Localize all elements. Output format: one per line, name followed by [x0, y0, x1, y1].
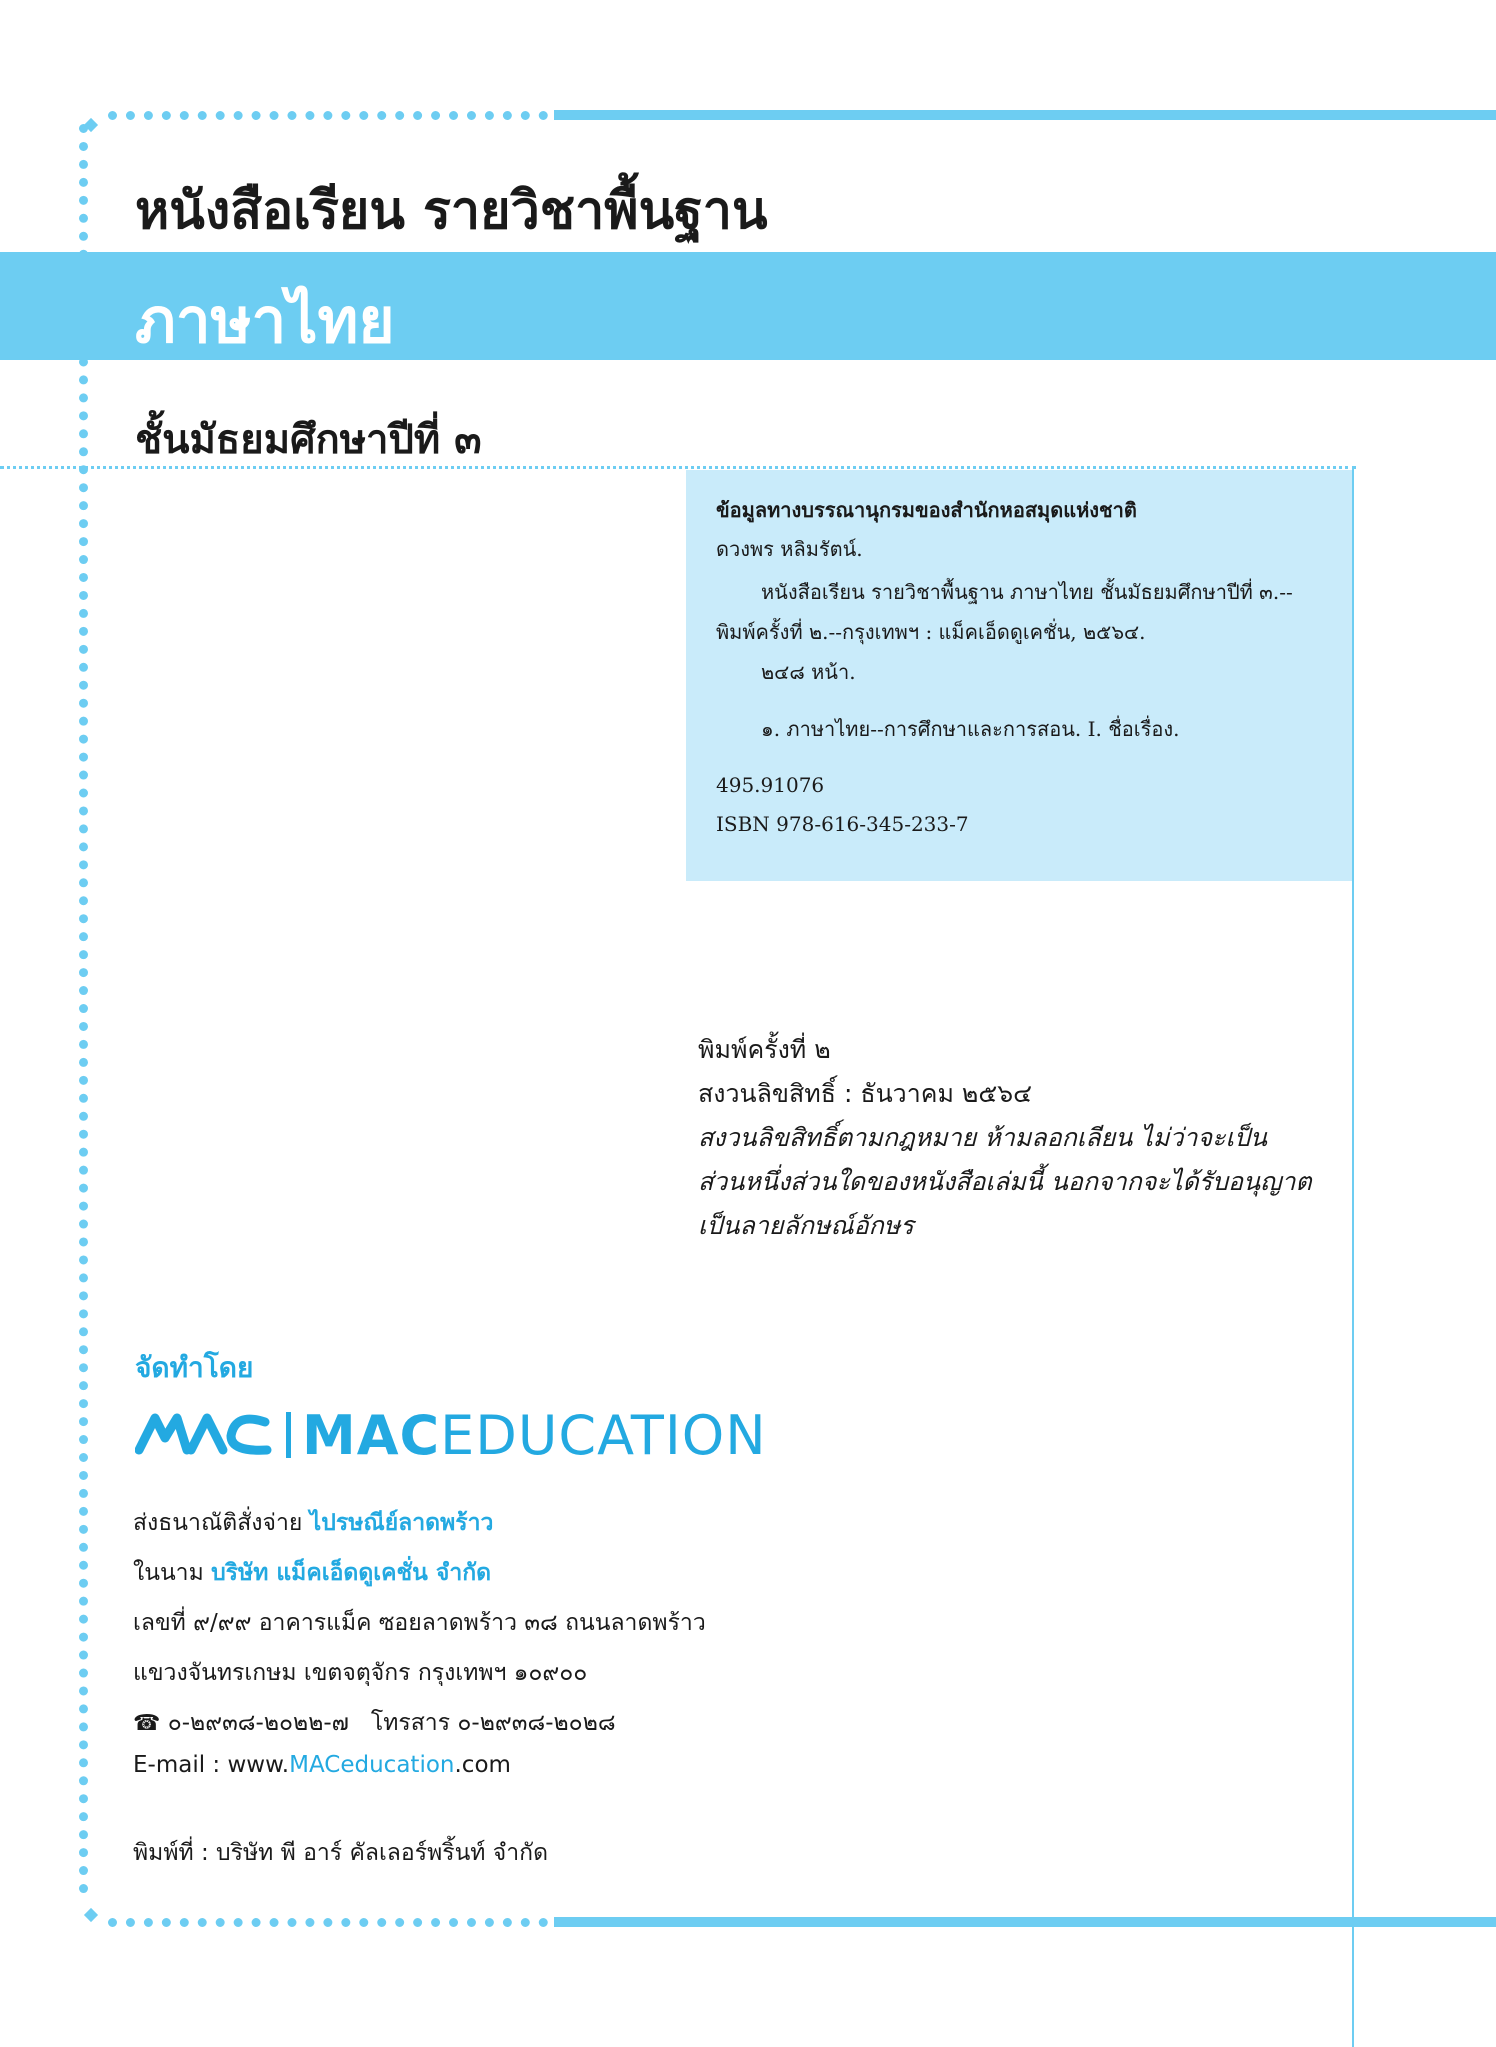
- right-vertical-rule: [1352, 466, 1354, 2047]
- bottom-dotted-border: [108, 1918, 548, 1927]
- copyright-notice-line1: สงวนลิขสิทธิ์ตามกฎหมาย ห้ามลอกเลียน ไม่ว่าจะเป็น: [698, 1123, 1267, 1152]
- book-series-title: หนังสือเรียน รายวิชาพื้นฐาน: [135, 181, 768, 241]
- address-line2: แขวงจันทรเกษม เขตจตุจักร กรุงเทพฯ ๑๐๙๐๐: [133, 1660, 588, 1686]
- produced-by-label: จัดทำโดย: [135, 1351, 254, 1384]
- cip-isbn: ISBN 978-616-345-233-7: [716, 812, 969, 836]
- logo-brand: MAC: [302, 1404, 441, 1467]
- cip-edition-line: พิมพ์ครั้งที่ ๒.--กรุงเทพฯ : แม็คเอ็ดดูเคชั่น, ๒๕๖๔.: [716, 620, 1146, 644]
- subject-title: ภาษาไทย: [135, 284, 395, 357]
- logo-word: EDUCATION: [440, 1404, 767, 1467]
- payee-line: ในนาม บริษัท แม็คเอ็ดดูเคชั่น จำกัด: [133, 1560, 492, 1586]
- mac-logo-mark: [135, 1408, 275, 1458]
- telephone-icon: ☎: [133, 1711, 161, 1736]
- top-dotted-border: [108, 111, 548, 120]
- email-line: E-mail : www.MACeducation.com: [133, 1752, 511, 1778]
- printer-line: พิมพ์ที่ : บริษัท พี อาร์ คัลเลอร์พริ้นท์ จำกัด: [133, 1840, 549, 1866]
- top-solid-border: [554, 110, 1496, 120]
- cip-author: ดวงพร หลิมรัตน์.: [716, 537, 863, 561]
- copyright-notice-line3: เป็นลายลักษณ์อักษร: [698, 1211, 914, 1240]
- email-brand-link[interactable]: MACeducation: [289, 1752, 455, 1778]
- bottom-solid-border: [554, 1917, 1496, 1927]
- cip-subject-line: ๑. ภาษาไทย--การศึกษาและการสอน. I. ชื่อเรื่อง.: [761, 717, 1180, 741]
- corner-diamond-bottom: [84, 1908, 98, 1922]
- cataloging-box: [686, 470, 1352, 881]
- cip-classification: 495.91076: [716, 773, 825, 797]
- cip-pages: ๒๔๘ หน้า.: [761, 660, 856, 684]
- copyright-notice-line2: ส่วนหนึ่งส่วนใดของหนังสือเล่มนี้ นอกจากจะได้รับอนุญาต: [698, 1167, 1312, 1196]
- cip-heading: ข้อมูลทางบรรณานุกรมของสำนักหอสมุดแห่งชาติ: [716, 498, 1137, 522]
- grade-title: ชั้นมัธยมศึกษาปีที่ ๓: [135, 417, 482, 463]
- mac-education-wordmark: [302, 1404, 767, 1467]
- edition-text: พิมพ์ครั้งที่ ๒: [698, 1035, 831, 1064]
- copyright-text: สงวนลิขสิทธิ์ : ธันวาคม ๒๕๖๔: [698, 1079, 1033, 1108]
- cip-title-line: หนังสือเรียน รายวิชาพื้นฐาน ภาษาไทย ชั้นมัธยมศึกษาปีที่ ๓.--: [761, 580, 1293, 604]
- phone-line: ☎ ๐-๒๙๓๘-๒๐๒๒-๗ โทรสาร ๐-๒๙๓๘-๒๐๒๘: [133, 1710, 616, 1736]
- logo-divider: [286, 1412, 291, 1458]
- address-line1: เลขที่ ๙/๙๙ อาคารแม็ค ซอยลาดพร้าว ๓๘ ถนนลาดพร้าว: [133, 1610, 706, 1636]
- left-dotted-border: [79, 124, 88, 1894]
- payment-line: ส่งธนาณัติสั่งจ่าย ไปรษณีย์ลาดพร้าว: [133, 1510, 494, 1536]
